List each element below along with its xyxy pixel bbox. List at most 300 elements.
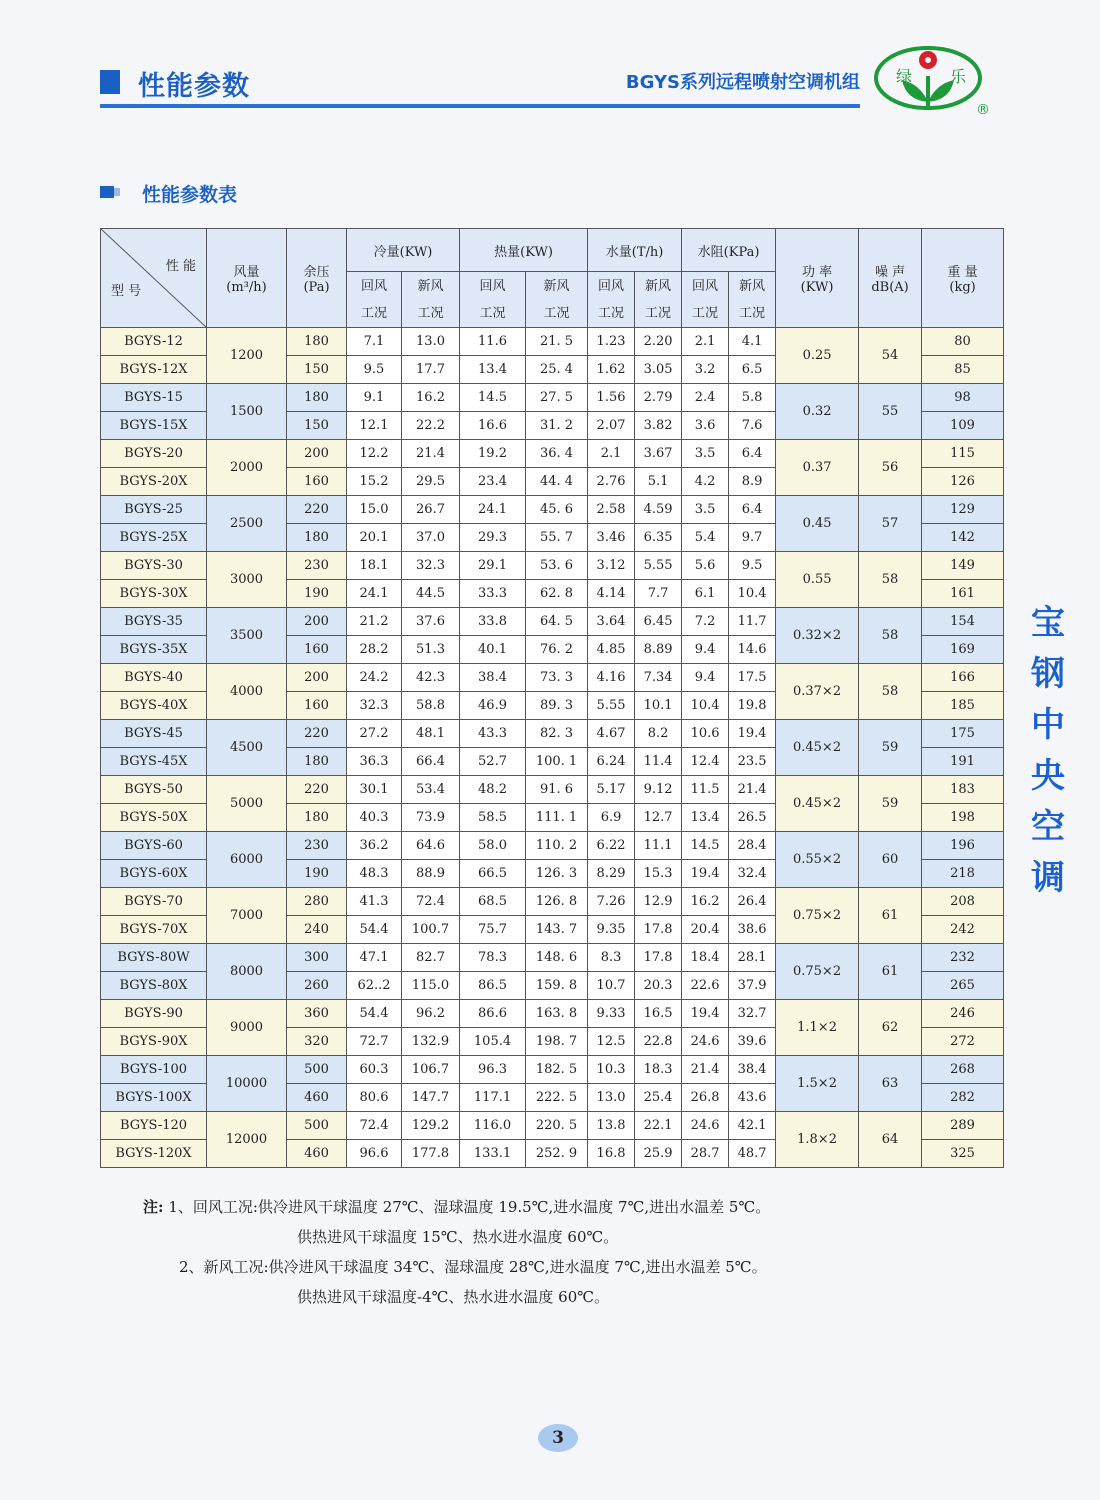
water-f-cell: 7.7 [635, 580, 682, 608]
model-cell: BGYS-20 [101, 440, 207, 468]
weight-cell: 109 [922, 412, 1004, 440]
cool-f-cell: 53.4 [402, 776, 460, 804]
sub-header-return: 回风 工况 [588, 272, 635, 328]
res-f-cell: 7.6 [729, 412, 776, 440]
res-f-cell: 42.1 [729, 1112, 776, 1140]
heat-r-cell: 13.4 [460, 356, 526, 384]
cool-f-cell: 29.5 [402, 468, 460, 496]
weight-cell: 185 [922, 692, 1004, 720]
header-corner-cell [101, 229, 207, 328]
weight-cell: 198 [922, 804, 1004, 832]
heat-f-cell: 222. 5 [526, 1084, 588, 1112]
pressure-cell: 180 [287, 748, 347, 776]
notes-label: 注: [143, 1198, 164, 1216]
header-airflow: 风量 (m³/h) [207, 229, 287, 328]
cool-r-cell: 24.2 [347, 664, 402, 692]
table-row [101, 832, 1004, 860]
pressure-cell: 180 [287, 524, 347, 552]
res-f-cell: 32.7 [729, 1000, 776, 1028]
res-f-cell: 6.4 [729, 496, 776, 524]
heat-f-cell: 252. 9 [526, 1140, 588, 1168]
cool-r-cell: 21.2 [347, 608, 402, 636]
res-r-cell: 24.6 [682, 1028, 729, 1056]
weight-cell: 268 [922, 1056, 1004, 1084]
weight-cell: 149 [922, 552, 1004, 580]
res-r-cell: 3.5 [682, 496, 729, 524]
table-row [101, 1000, 1004, 1028]
water-f-cell: 17.8 [635, 916, 682, 944]
cool-f-cell: 96.2 [402, 1000, 460, 1028]
note-line: 1、回风工况:供冷进风干球温度 27℃、湿球温度 19.5℃,进水温度 7℃,进出水温差 5℃。 [168, 1198, 771, 1216]
table-row [101, 944, 1004, 972]
noise-cell: 61 [859, 888, 922, 944]
section-title: 性能参数表 [142, 184, 238, 206]
heat-f-cell: 76. 2 [526, 636, 588, 664]
cool-f-cell: 37.6 [402, 608, 460, 636]
cool-r-cell: 54.4 [347, 1000, 402, 1028]
table-row [101, 776, 1004, 804]
model-cell: BGYS-25X [101, 524, 207, 552]
cool-r-cell: 20.1 [347, 524, 402, 552]
cool-r-cell: 18.1 [347, 552, 402, 580]
model-cell: BGYS-70 [101, 888, 207, 916]
water-f-cell: 15.3 [635, 860, 682, 888]
cool-f-cell: 58.8 [402, 692, 460, 720]
weight-cell: 232 [922, 944, 1004, 972]
cool-r-cell: 96.6 [347, 1140, 402, 1168]
notes [143, 1192, 770, 1312]
cool-r-cell: 41.3 [347, 888, 402, 916]
model-cell: BGYS-70X [101, 916, 207, 944]
weight-cell: 80 [922, 328, 1004, 356]
cool-f-cell: 21.4 [402, 440, 460, 468]
res-r-cell: 5.4 [682, 524, 729, 552]
water-f-cell: 10.1 [635, 692, 682, 720]
noise-cell: 54 [859, 328, 922, 384]
cool-f-cell: 42.3 [402, 664, 460, 692]
model-cell: BGYS-30X [101, 580, 207, 608]
table-row [101, 720, 1004, 748]
water-r-cell: 8.3 [588, 944, 635, 972]
power-cell: 0.37×2 [776, 664, 859, 720]
model-cell: BGYS-120X [101, 1140, 207, 1168]
sub-header-return: 回风 工况 [347, 272, 402, 328]
cool-f-cell: 73.9 [402, 804, 460, 832]
pressure-cell: 230 [287, 552, 347, 580]
heat-r-cell: 29.1 [460, 552, 526, 580]
pressure-cell: 280 [287, 888, 347, 916]
weight-cell: 175 [922, 720, 1004, 748]
pressure-cell: 460 [287, 1140, 347, 1168]
cool-r-cell: 72.7 [347, 1028, 402, 1056]
airflow-cell: 10000 [207, 1056, 287, 1112]
pressure-cell: 160 [287, 468, 347, 496]
res-f-cell: 19.4 [729, 720, 776, 748]
water-r-cell: 16.8 [588, 1140, 635, 1168]
heat-f-cell: 62. 8 [526, 580, 588, 608]
cool-f-cell: 129.2 [402, 1112, 460, 1140]
res-f-cell: 10.4 [729, 580, 776, 608]
pressure-cell: 160 [287, 692, 347, 720]
pressure-cell: 240 [287, 916, 347, 944]
pressure-cell: 190 [287, 860, 347, 888]
water-r-cell: 12.5 [588, 1028, 635, 1056]
pressure-cell: 300 [287, 944, 347, 972]
res-f-cell: 17.5 [729, 664, 776, 692]
noise-cell: 61 [859, 944, 922, 1000]
res-r-cell: 10.6 [682, 720, 729, 748]
power-cell: 1.1×2 [776, 1000, 859, 1056]
water-r-cell: 4.67 [588, 720, 635, 748]
res-f-cell: 39.6 [729, 1028, 776, 1056]
water-f-cell: 20.3 [635, 972, 682, 1000]
header-cooling: 冷量(KW) [347, 229, 460, 272]
heat-f-cell: 73. 3 [526, 664, 588, 692]
table-row [101, 608, 1004, 636]
res-f-cell: 38.4 [729, 1056, 776, 1084]
noise-cell: 59 [859, 776, 922, 832]
power-cell: 0.25 [776, 328, 859, 384]
model-cell: BGYS-12X [101, 356, 207, 384]
weight-cell: 115 [922, 440, 1004, 468]
heat-r-cell: 75.7 [460, 916, 526, 944]
cool-r-cell: 24.1 [347, 580, 402, 608]
water-r-cell: 1.56 [588, 384, 635, 412]
pressure-cell: 220 [287, 720, 347, 748]
heat-f-cell: 159. 8 [526, 972, 588, 1000]
cool-r-cell: 15.0 [347, 496, 402, 524]
water-r-cell: 6.22 [588, 832, 635, 860]
model-cell: BGYS-100X [101, 1084, 207, 1112]
water-f-cell: 17.8 [635, 944, 682, 972]
water-r-cell: 3.64 [588, 608, 635, 636]
sub-header-fresh: 新风 工况 [635, 272, 682, 328]
power-cell: 0.45 [776, 496, 859, 552]
model-cell: BGYS-80W [101, 944, 207, 972]
power-cell: 0.55×2 [776, 832, 859, 888]
res-r-cell: 3.6 [682, 412, 729, 440]
pressure-cell: 150 [287, 412, 347, 440]
cool-r-cell: 60.3 [347, 1056, 402, 1084]
heat-f-cell: 55. 7 [526, 524, 588, 552]
res-r-cell: 21.4 [682, 1056, 729, 1084]
res-r-cell: 16.2 [682, 888, 729, 916]
water-r-cell: 4.16 [588, 664, 635, 692]
heat-r-cell: 133.1 [460, 1140, 526, 1168]
airflow-cell: 3500 [207, 608, 287, 664]
weight-cell: 183 [922, 776, 1004, 804]
res-r-cell: 3.2 [682, 356, 729, 384]
cool-r-cell: 15.2 [347, 468, 402, 496]
res-f-cell: 5.8 [729, 384, 776, 412]
res-f-cell: 32.4 [729, 860, 776, 888]
weight-cell: 98 [922, 384, 1004, 412]
cool-f-cell: 115.0 [402, 972, 460, 1000]
heat-r-cell: 14.5 [460, 384, 526, 412]
heat-f-cell: 126. 3 [526, 860, 588, 888]
heat-f-cell: 91. 6 [526, 776, 588, 804]
weight-cell: 265 [922, 972, 1004, 1000]
cool-f-cell: 13.0 [402, 328, 460, 356]
pressure-cell: 230 [287, 832, 347, 860]
airflow-cell: 9000 [207, 1000, 287, 1056]
table-row [101, 440, 1004, 468]
table-row [101, 384, 1004, 412]
water-r-cell: 5.55 [588, 692, 635, 720]
heat-r-cell: 11.6 [460, 328, 526, 356]
header-weight: 重 量 (kg) [922, 229, 1004, 328]
table-row [101, 1056, 1004, 1084]
heat-r-cell: 117.1 [460, 1084, 526, 1112]
water-f-cell: 5.55 [635, 552, 682, 580]
weight-cell: 208 [922, 888, 1004, 916]
side-brand-text: 宝 钢 中 央 空 调 [1031, 603, 1065, 898]
model-cell: BGYS-90X [101, 1028, 207, 1056]
res-f-cell: 9.7 [729, 524, 776, 552]
water-f-cell: 3.67 [635, 440, 682, 468]
cool-f-cell: 100.7 [402, 916, 460, 944]
pressure-cell: 460 [287, 1084, 347, 1112]
weight-cell: 218 [922, 860, 1004, 888]
res-f-cell: 4.1 [729, 328, 776, 356]
res-f-cell: 26.5 [729, 804, 776, 832]
cool-f-cell: 22.2 [402, 412, 460, 440]
water-f-cell: 18.3 [635, 1056, 682, 1084]
model-cell: BGYS-35 [101, 608, 207, 636]
heat-f-cell: 126. 8 [526, 888, 588, 916]
heat-f-cell: 163. 8 [526, 1000, 588, 1028]
water-r-cell: 1.62 [588, 356, 635, 384]
res-f-cell: 28.4 [729, 832, 776, 860]
cool-r-cell: 7.1 [347, 328, 402, 356]
heat-r-cell: 29.3 [460, 524, 526, 552]
weight-cell: 169 [922, 636, 1004, 664]
weight-cell: 282 [922, 1084, 1004, 1112]
cool-f-cell: 26.7 [402, 496, 460, 524]
res-r-cell: 19.4 [682, 860, 729, 888]
model-cell: BGYS-20X [101, 468, 207, 496]
water-r-cell: 2.76 [588, 468, 635, 496]
water-f-cell: 11.1 [635, 832, 682, 860]
logo-left-char: 绿 [896, 67, 913, 86]
power-cell: 0.45×2 [776, 720, 859, 776]
water-f-cell: 25.4 [635, 1084, 682, 1112]
weight-cell: 289 [922, 1112, 1004, 1140]
sub-header-return: 回风 工况 [460, 272, 526, 328]
header-square-icon [100, 70, 120, 94]
model-cell: BGYS-15X [101, 412, 207, 440]
heat-f-cell: 45. 6 [526, 496, 588, 524]
heat-f-cell: 143. 7 [526, 916, 588, 944]
water-r-cell: 6.9 [588, 804, 635, 832]
model-cell: BGYS-100 [101, 1056, 207, 1084]
brand-logo [872, 40, 992, 120]
res-f-cell: 48.7 [729, 1140, 776, 1168]
airflow-cell: 4000 [207, 664, 287, 720]
water-r-cell: 13.8 [588, 1112, 635, 1140]
water-f-cell: 3.82 [635, 412, 682, 440]
cool-f-cell: 37.0 [402, 524, 460, 552]
water-r-cell: 4.14 [588, 580, 635, 608]
airflow-cell: 2000 [207, 440, 287, 496]
sub-header-fresh: 新风 工况 [729, 272, 776, 328]
water-r-cell: 3.12 [588, 552, 635, 580]
water-r-cell: 10.7 [588, 972, 635, 1000]
res-r-cell: 4.2 [682, 468, 729, 496]
water-r-cell: 6.24 [588, 748, 635, 776]
header-water: 水量(T/h) [588, 229, 682, 272]
water-f-cell: 4.59 [635, 496, 682, 524]
airflow-cell: 8000 [207, 944, 287, 1000]
model-cell: BGYS-50 [101, 776, 207, 804]
water-f-cell: 5.1 [635, 468, 682, 496]
model-cell: BGYS-45X [101, 748, 207, 776]
res-r-cell: 10.4 [682, 692, 729, 720]
water-r-cell: 2.1 [588, 440, 635, 468]
weight-cell: 154 [922, 608, 1004, 636]
heat-f-cell: 53. 6 [526, 552, 588, 580]
header-divider [100, 104, 860, 108]
table-row [101, 664, 1004, 692]
header-power: 功 率 (KW) [776, 229, 859, 328]
model-cell: BGYS-35X [101, 636, 207, 664]
water-f-cell: 8.2 [635, 720, 682, 748]
cool-r-cell: 36.3 [347, 748, 402, 776]
heat-r-cell: 86.6 [460, 1000, 526, 1028]
model-cell: BGYS-80X [101, 972, 207, 1000]
heat-f-cell: 182. 5 [526, 1056, 588, 1084]
heat-f-cell: 111. 1 [526, 804, 588, 832]
heat-r-cell: 19.2 [460, 440, 526, 468]
heat-r-cell: 33.8 [460, 608, 526, 636]
res-f-cell: 9.5 [729, 552, 776, 580]
water-f-cell: 3.05 [635, 356, 682, 384]
pressure-cell: 500 [287, 1056, 347, 1084]
weight-cell: 142 [922, 524, 1004, 552]
heat-r-cell: 16.6 [460, 412, 526, 440]
cool-r-cell: 30.1 [347, 776, 402, 804]
heat-r-cell: 96.3 [460, 1056, 526, 1084]
table-row [101, 496, 1004, 524]
res-f-cell: 8.9 [729, 468, 776, 496]
cool-r-cell: 32.3 [347, 692, 402, 720]
model-cell: BGYS-15 [101, 384, 207, 412]
note-line: 2、新风工况:供冷进风干球温度 34℃、湿球温度 28℃,进水温度 7℃,进出水温差 5℃。 [179, 1258, 767, 1276]
pressure-cell: 190 [287, 580, 347, 608]
water-f-cell: 2.20 [635, 328, 682, 356]
airflow-cell: 12000 [207, 1112, 287, 1168]
heat-r-cell: 23.4 [460, 468, 526, 496]
water-f-cell: 22.1 [635, 1112, 682, 1140]
heat-r-cell: 66.5 [460, 860, 526, 888]
heat-f-cell: 100. 1 [526, 748, 588, 776]
noise-cell: 63 [859, 1056, 922, 1112]
noise-cell: 64 [859, 1112, 922, 1168]
water-r-cell: 7.26 [588, 888, 635, 916]
noise-cell: 60 [859, 832, 922, 888]
res-r-cell: 28.7 [682, 1140, 729, 1168]
model-cell: BGYS-25 [101, 496, 207, 524]
cool-r-cell: 9.5 [347, 356, 402, 384]
water-r-cell: 2.07 [588, 412, 635, 440]
pressure-cell: 260 [287, 972, 347, 1000]
airflow-cell: 6000 [207, 832, 287, 888]
weight-cell: 191 [922, 748, 1004, 776]
cool-r-cell: 40.3 [347, 804, 402, 832]
res-r-cell: 5.6 [682, 552, 729, 580]
cool-f-cell: 64.6 [402, 832, 460, 860]
header-resistance: 水阻(KPa) [682, 229, 776, 272]
model-cell: BGYS-40X [101, 692, 207, 720]
res-r-cell: 11.5 [682, 776, 729, 804]
res-f-cell: 43.6 [729, 1084, 776, 1112]
weight-cell: 161 [922, 580, 1004, 608]
pressure-cell: 200 [287, 608, 347, 636]
power-cell: 0.37 [776, 440, 859, 496]
cool-r-cell: 28.2 [347, 636, 402, 664]
table-row [101, 328, 1004, 356]
heat-r-cell: 58.5 [460, 804, 526, 832]
cool-r-cell: 54.4 [347, 916, 402, 944]
heat-r-cell: 38.4 [460, 664, 526, 692]
cool-r-cell: 72.4 [347, 1112, 402, 1140]
noise-cell: 58 [859, 608, 922, 664]
heat-r-cell: 24.1 [460, 496, 526, 524]
water-f-cell: 8.89 [635, 636, 682, 664]
weight-cell: 196 [922, 832, 1004, 860]
cool-f-cell: 16.2 [402, 384, 460, 412]
water-r-cell: 3.46 [588, 524, 635, 552]
water-f-cell: 9.12 [635, 776, 682, 804]
water-r-cell: 10.3 [588, 1056, 635, 1084]
pressure-cell: 360 [287, 1000, 347, 1028]
water-f-cell: 6.35 [635, 524, 682, 552]
res-f-cell: 37.9 [729, 972, 776, 1000]
water-f-cell: 6.45 [635, 608, 682, 636]
heat-r-cell: 40.1 [460, 636, 526, 664]
sub-header-return: 回风 工况 [682, 272, 729, 328]
pressure-cell: 220 [287, 496, 347, 524]
noise-cell: 58 [859, 552, 922, 608]
water-r-cell: 1.23 [588, 328, 635, 356]
heat-f-cell: 89. 3 [526, 692, 588, 720]
weight-cell: 129 [922, 496, 1004, 524]
water-f-cell: 12.7 [635, 804, 682, 832]
power-cell: 0.45×2 [776, 776, 859, 832]
page-number: 3 [538, 1424, 578, 1452]
water-f-cell: 16.5 [635, 1000, 682, 1028]
water-f-cell: 2.79 [635, 384, 682, 412]
cool-r-cell: 9.1 [347, 384, 402, 412]
res-r-cell: 18.4 [682, 944, 729, 972]
sub-header-fresh: 新风 工况 [526, 272, 588, 328]
table-row [101, 1112, 1004, 1140]
heat-r-cell: 86.5 [460, 972, 526, 1000]
water-f-cell: 11.4 [635, 748, 682, 776]
heat-f-cell: 64. 5 [526, 608, 588, 636]
page-title: 性能参数 [138, 71, 250, 102]
noise-cell: 56 [859, 440, 922, 496]
noise-cell: 57 [859, 496, 922, 552]
res-f-cell: 23.5 [729, 748, 776, 776]
water-r-cell: 13.0 [588, 1084, 635, 1112]
pressure-cell: 200 [287, 440, 347, 468]
cool-f-cell: 82.7 [402, 944, 460, 972]
pressure-cell: 150 [287, 356, 347, 384]
res-r-cell: 12.4 [682, 748, 729, 776]
pressure-cell: 220 [287, 776, 347, 804]
heat-r-cell: 33.3 [460, 580, 526, 608]
